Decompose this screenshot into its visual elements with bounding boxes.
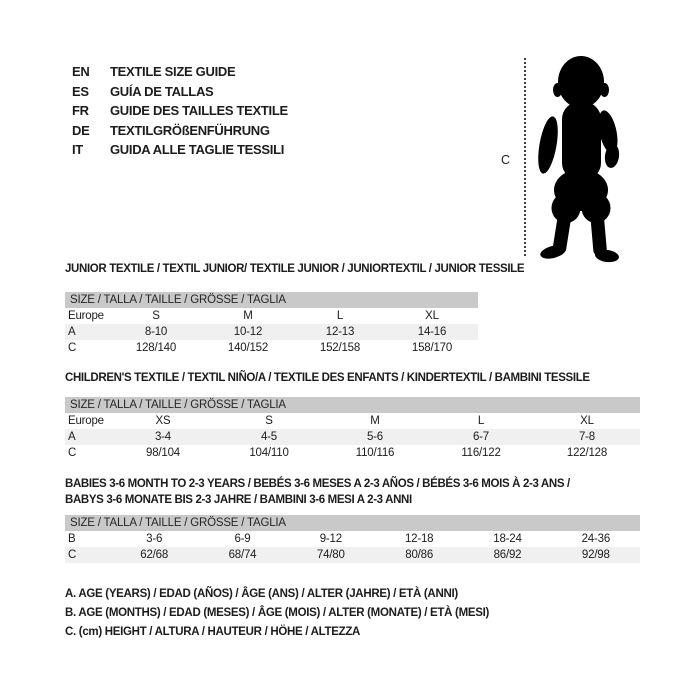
- language-code: FR: [72, 103, 89, 118]
- table-header-band: SIZE / TALLA / TAILLE / GRÖSSE / TAGLIA: [65, 515, 640, 531]
- size-cell: 3-6: [146, 533, 163, 545]
- baby-arm-left: [535, 115, 562, 175]
- language-code: IT: [72, 142, 83, 157]
- size-cell: 3-4: [110, 429, 216, 445]
- size-cell: 152/158: [319, 342, 361, 354]
- row-label: C: [65, 547, 110, 563]
- size-cell: 128/140: [135, 342, 177, 354]
- size-cell: 12-13: [294, 324, 386, 340]
- language-row-en: [72, 62, 288, 82]
- table-row: [65, 445, 640, 461]
- row-label: C: [68, 447, 77, 459]
- table-header-row: [65, 397, 640, 413]
- section-title-line: BABYS 3-6 MONATE BIS 2-3 JAHRE / BAMBINI 3-6 MESI A 2-3 ANNI: [65, 494, 412, 506]
- table-row: [65, 413, 640, 429]
- section-title-line: JUNIOR TEXTILE / TEXTIL JUNIOR/ TEXTILE JUNIOR / JUNIORTEXTIL / JUNIOR TESSILE: [65, 263, 525, 275]
- size-cell: XS: [155, 415, 171, 427]
- size-cell: 6-9: [234, 533, 251, 545]
- table-row: [65, 308, 478, 324]
- section-title-babies: [65, 476, 570, 508]
- row-label: A: [65, 324, 110, 340]
- size-cell: 98/104: [146, 447, 180, 459]
- table-row: [65, 547, 640, 563]
- section-title-line: CHILDREN'S TEXTILE / TEXTIL NIÑO/A / TEXTILE DES ENFANTS / KINDERTEXTIL / BAMBINI TESSILE: [65, 372, 590, 384]
- size-cell: 12-18: [404, 533, 434, 545]
- table-row: [65, 340, 478, 356]
- size-cell: M: [370, 415, 380, 427]
- row-label: Europe: [68, 310, 104, 322]
- size-cell: S: [265, 415, 273, 427]
- row-label: Europe: [68, 415, 104, 427]
- table-row: [65, 324, 478, 340]
- size-cell: 14-16: [386, 324, 478, 340]
- language-label: GUIDE DES TAILLES TEXTILE: [110, 103, 288, 118]
- baby-torso: [562, 102, 601, 180]
- language-row-de: [72, 121, 288, 141]
- row-label: B: [68, 533, 76, 545]
- footnotes: [65, 585, 489, 642]
- size-cell: 7-8: [534, 429, 640, 445]
- size-cell: 8-10: [110, 324, 202, 340]
- language-label: GUIDA ALLE TAGLIE TESSILI: [110, 142, 285, 157]
- height-measure-label: C: [501, 153, 511, 167]
- baby-head: [558, 56, 604, 108]
- footnote-b: B. AGE (MONTHS) / EDAD (MESES) / ÂGE (MOIS) / ALTER (MONATE) / ETÀ (MESI): [65, 607, 490, 619]
- height-measure-dotted-line: [524, 58, 526, 256]
- size-cell: 158/170: [411, 342, 453, 354]
- footnote-c: C. (cm) HEIGHT / ALTURA / HAUTEUR / HÖHE / ALTEZZA: [65, 626, 361, 638]
- table-row: [65, 429, 640, 445]
- size-cell: 86/92: [463, 547, 551, 563]
- size-cell: 9-12: [319, 533, 342, 545]
- language-row-es: [72, 82, 288, 102]
- size-cell: 140/152: [227, 342, 269, 354]
- row-label: A: [65, 429, 110, 445]
- footnote-a: A. AGE (YEARS) / EDAD (AÑOS) / ÂGE (ANS) / ALTER (JAHRE) / ETÀ (ANNI): [65, 588, 458, 600]
- language-code: ES: [72, 83, 89, 99]
- children-size-table: [65, 397, 640, 461]
- table-header-band: SIZE / TALLA / TAILLE / GRÖSSE / TAGLIA: [65, 292, 478, 308]
- size-cell: 18-24: [493, 533, 522, 545]
- baby-ear-left: [553, 83, 562, 97]
- size-cell: L: [336, 310, 344, 322]
- section-title-children: [65, 370, 590, 386]
- size-cell: 74/80: [287, 547, 375, 563]
- language-list: [72, 62, 288, 160]
- table-header-row: [65, 515, 640, 531]
- babies-size-table: [65, 515, 640, 563]
- size-cell: 80/86: [375, 547, 463, 563]
- language-label: TEXTILGRÖßENFÜHRUNG: [110, 122, 270, 138]
- section-title-line: BABIES 3-6 MONTH TO 2-3 YEARS / BEBÉS 3-6 MESES A 2-3 AÑOS / BÉBÉS 3-6 MOIS À 2-3 ANS /: [65, 478, 570, 490]
- size-cell: XL: [580, 415, 594, 427]
- language-row-it: [72, 140, 288, 160]
- table-header-row: [65, 292, 478, 308]
- size-cell: S: [152, 310, 160, 322]
- language-code: DE: [72, 122, 90, 138]
- size-cell: 68/74: [198, 547, 286, 563]
- baby-silhouette-icon: [531, 52, 626, 264]
- size-cell: 92/98: [552, 547, 640, 563]
- size-cell: 116/122: [461, 447, 501, 459]
- size-cell: 4-5: [216, 429, 322, 445]
- size-cell: 5-6: [322, 429, 428, 445]
- size-cell: XL: [425, 310, 439, 322]
- size-cell: 62/68: [110, 547, 198, 563]
- row-label: C: [68, 342, 77, 354]
- size-cell: 6-7: [428, 429, 534, 445]
- language-label: GUÍA DE TALLAS: [110, 83, 214, 99]
- size-cell: 10-12: [202, 324, 294, 340]
- table-header-band: SIZE / TALLA / TAILLE / GRÖSSE / TAGLIA: [65, 397, 640, 413]
- size-cell: 110/116: [355, 447, 395, 459]
- language-label: TEXTILE SIZE GUIDE: [110, 64, 236, 79]
- size-cell: 104/110: [249, 447, 289, 459]
- baby-ear-right: [600, 83, 609, 97]
- junior-size-table: [65, 292, 478, 356]
- language-code: EN: [72, 64, 90, 79]
- section-title-junior: [65, 261, 524, 277]
- size-cell: L: [477, 415, 485, 427]
- size-cell: M: [243, 310, 253, 322]
- size-cell: 122/128: [566, 447, 608, 459]
- size-cell: 24-36: [581, 533, 611, 545]
- language-row-fr: [72, 101, 288, 121]
- table-row: [65, 531, 640, 547]
